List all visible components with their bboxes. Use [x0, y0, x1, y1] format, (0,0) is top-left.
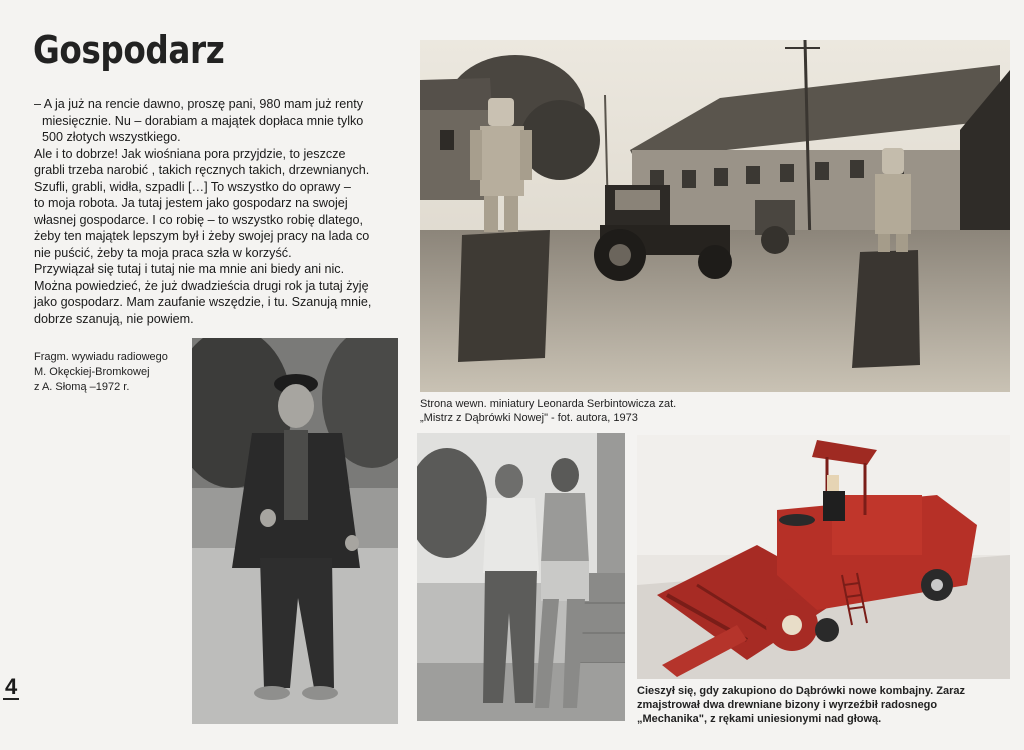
- text-line: dobrze szanują, nie powiem.: [34, 311, 194, 326]
- interview-text: [34, 96, 404, 327]
- text-line: miesięcznie. Nu – dorabiam a majątek dopłaca mnie tylko: [42, 113, 364, 128]
- wooden-toy-harvester-photo: [637, 435, 1010, 679]
- text-line: Przywiązał się tutaj i tutaj nie ma mnie ani biedy ani nic.: [34, 262, 345, 276]
- text-line: Ale i to dobrze! Jak wiośniana pora przyjdzie, to jeszcze: [34, 146, 346, 161]
- text-line: grabli trzeba narobić , takich ręcznych takich, drzewnianych.: [34, 163, 370, 177]
- text-line: żeby ten majątek lepszym był i żeby swojej pracy na lada co: [34, 229, 370, 243]
- two-men-posing-photo: [417, 433, 625, 721]
- text-line: Szufli, grabli, widła, szpadli […] To wszystko do oprawy –: [34, 179, 351, 194]
- page-number: 4: [5, 674, 18, 699]
- text-line: własnej gospodarce. I co robię – to wszystko robię dlatego,: [34, 212, 364, 227]
- farmyard-photo-caption: Strona wewn. miniatury Leonarda Serbintowicza zat. „Mistrz z Dąbrówki Nowej" - fot. autora, 1973: [420, 398, 677, 424]
- text-line: 500 złotych wszystkiego.: [42, 130, 181, 144]
- text-line: Można powiedzieć, że już dwadzieścia drugi rok ja tutaj żyję: [34, 278, 369, 293]
- text-line: nie puścić, żeby ta moja praca szła w korzyść.: [34, 245, 292, 260]
- farmyard-with-wooden-figures-photo: [420, 40, 1010, 392]
- old-farmer-portrait-photo: [192, 338, 398, 724]
- text-line: jako gospodarz. Mam zaufanie wszędzie, i tu. Szanują mnie,: [34, 295, 372, 309]
- text-line: – A ja już na rencie dawno, proszę pani, 980 mam już renty: [34, 97, 364, 111]
- toy-harvester-caption: Cieszył się, gdy zakupiono do Dąbrówki nowe kombajny. Zaraz zmajstrował dwa drewniane bizony i wyrzeźbił radosnego „Mechanika", z rękami uniesionymi nad głową.: [637, 685, 966, 725]
- interview-source-caption: Fragm. wywiadu radiowego M. Okęckiej-Bromkowej z A. Słomą –1972 r.: [34, 351, 168, 393]
- text-line: to moja robota. Ja tutaj jestem jako gospodarz na swojej: [34, 196, 348, 210]
- page-title: Gospodarz: [33, 28, 225, 72]
